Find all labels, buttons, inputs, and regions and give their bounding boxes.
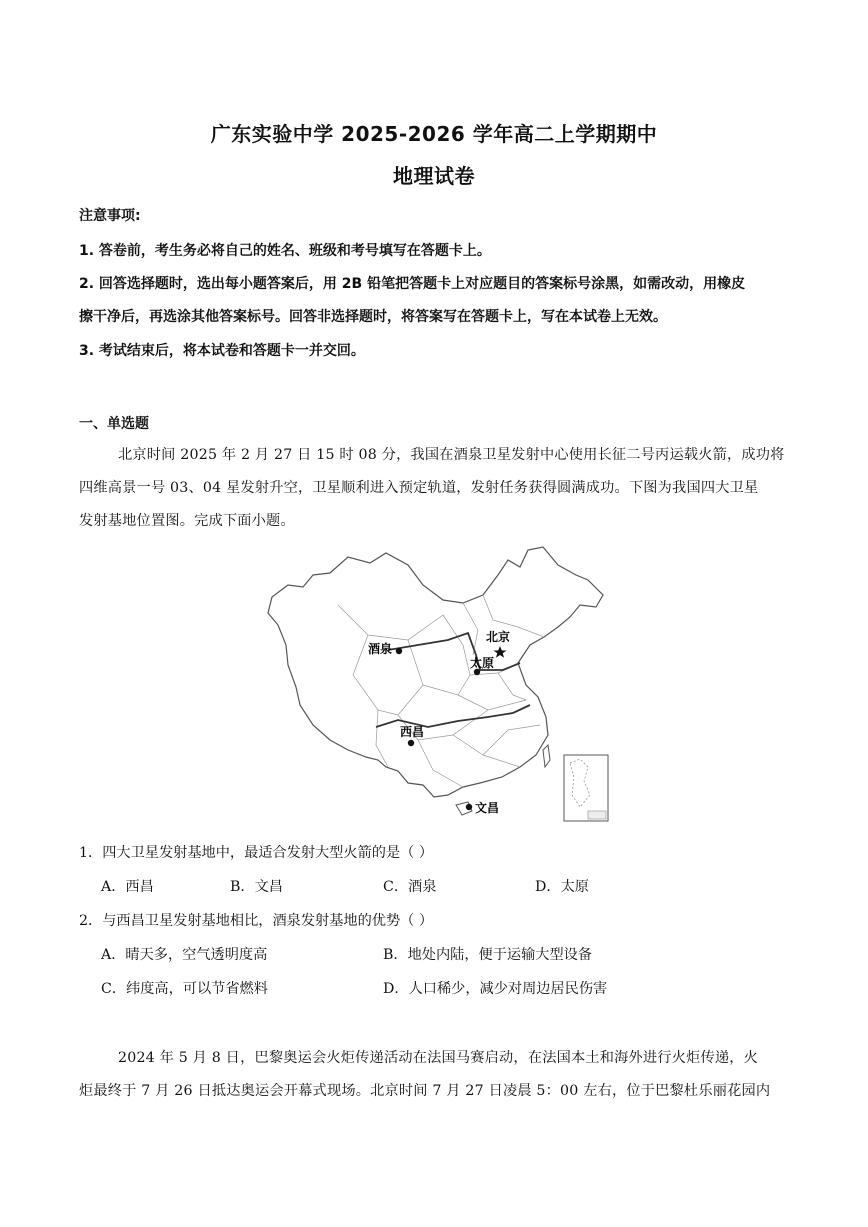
taiwan-island	[543, 745, 550, 767]
label-jiuquan: 酒泉	[368, 642, 393, 656]
exam-title: 广东实验中学 2025-2026 学年高二上学期期中	[210, 122, 658, 146]
question-2-option-c: C．纬度高，可以节省燃料	[101, 981, 268, 997]
china-satellite-base-map	[258, 545, 620, 823]
question-1-stem: 1．四大卫星发射基地中，最适合发射大型火箭的是（ ）	[79, 845, 434, 861]
dot-icon	[466, 804, 472, 810]
dot-icon	[408, 740, 414, 746]
label-beijing: 北京	[486, 630, 511, 644]
passage-line: 四维高景一号 03、04 星发射升空，卫星顺利进入预定轨道，发射任务获得圆满成功。下图为我国四大卫星	[79, 480, 759, 496]
note-item-2-line2: 擦干净后，再选涂其他答案标号。回答非选择题时，将答案写在答题卡上，写在本试卷上无效。	[79, 309, 667, 325]
question-1-option-c: C．酒泉	[383, 879, 437, 895]
passage2-line: 2024 年 5 月 8 日，巴黎奥运会火炬传递活动在法国马赛启动，在法国本土和海外进行火炬传递，火	[118, 1050, 759, 1066]
passage-line: 发射基地位置图。完成下面小题。	[79, 513, 295, 529]
question-1-option-a: A．西昌	[101, 879, 154, 895]
passage-line: 北京时间 2025 年 2 月 27 日 15 时 08 分，我国在酒泉卫星发射中心使用长征二号丙运载火箭，成功将	[118, 447, 785, 463]
question-1-option-b: B．文昌	[230, 879, 283, 895]
china-outline	[268, 547, 603, 797]
section-heading: 一、单选题	[79, 416, 149, 432]
label-xichang: 西昌	[400, 725, 425, 739]
label-taiyuan: 太原	[470, 656, 495, 670]
exam-subtitle: 地理试卷	[393, 164, 475, 188]
question-2-option-b: B．地处内陆，便于运输大型设备	[383, 947, 593, 963]
label-wenchang: 文昌	[475, 801, 500, 815]
question-2-stem: 2．与西昌卫星发射基地相比，酒泉发射基地的优势（ ）	[79, 913, 434, 929]
question-2-option-a: A．晴天多，空气透明度高	[101, 947, 268, 963]
map-svg	[258, 545, 620, 823]
note-item-2-line1: 2. 回答选择题时，选出每小题答案后，用 2B 铅笔把答题卡上对应题目的答案标号涂黑，如需改动，用橡皮	[79, 276, 746, 292]
notes-heading: 注意事项:	[79, 208, 141, 224]
question-2-option-d: D．人口稀少，减少对周边居民伤害	[383, 981, 608, 997]
south-china-sea-inset	[564, 755, 608, 821]
note-item-1: 1. 答卷前，考生务必将自己的姓名、班级和考号填写在答题卡上。	[79, 243, 491, 259]
dot-icon	[396, 648, 402, 654]
question-1-option-d: D．太原	[535, 879, 589, 895]
passage2-line: 炬最终于 7 月 26 日抵达奥运会开幕式现场。北京时间 7 月 27 日凌晨 5：00 左右，位于巴黎杜乐丽花园内	[79, 1083, 771, 1099]
note-item-3: 3. 考试结束后，将本试卷和答题卡一并交回。	[79, 343, 365, 359]
